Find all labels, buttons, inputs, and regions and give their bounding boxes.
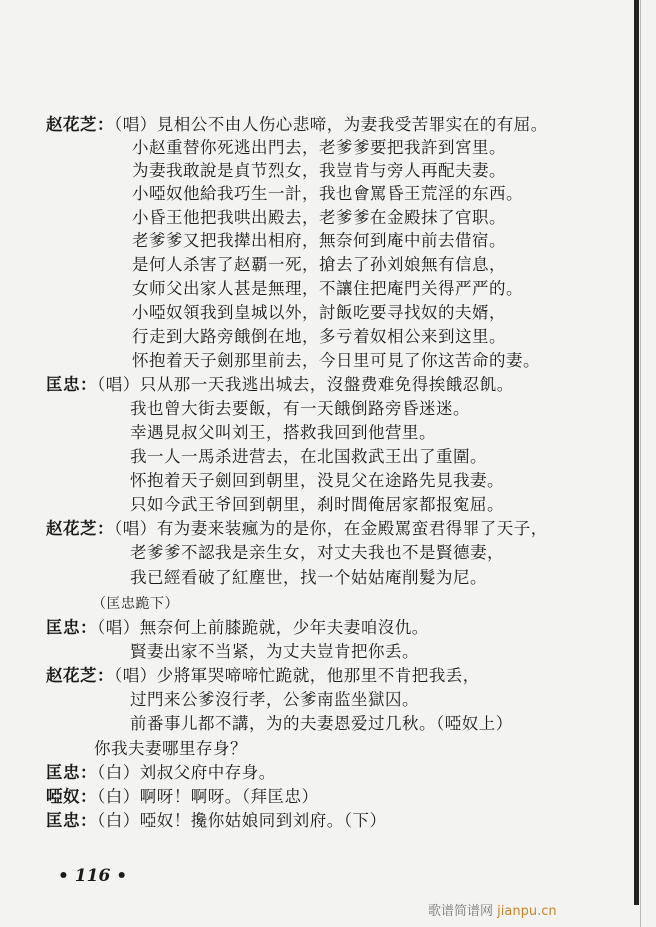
line-text: （唱）只从那一天我逃出城去，沒盤费难免得挨餓忍飢。 (97, 375, 514, 394)
verse-line: 幸遇見叔父叫刘王，搭救我回到他营里。 (130, 423, 436, 442)
speaker: 匡忠： (46, 811, 97, 830)
scan-edge-line (640, 0, 641, 927)
speaker: 赵花芝： (46, 666, 114, 685)
dialogue-line (46, 666, 480, 686)
line-text: （唱）見相公不由人伤心悲啼，为妻我受苦罪实在的有屈。 (114, 115, 548, 134)
page-number: • 116 • (58, 866, 128, 886)
verse-line: 老爹爹不認我是亲生女，对丈夫我也不是賢德妻， (130, 543, 504, 562)
watermark-cn: 歌谱简谱网 (428, 904, 494, 919)
verse-line: 我也曾大街去要飯，有一天餓倒路旁昏迷迷。 (130, 399, 470, 418)
verse-line: 怀抱着天子劍回到朝里，没見父在途路先見我妻。 (130, 471, 504, 490)
dialogue-line (46, 618, 429, 638)
line-text: （白）啞奴！攙你姑娘同到刘府。（下） (97, 811, 387, 830)
verse-line: 怀抱着天子劍那里前去，今日里可見了你这苦命的妻。 (132, 351, 540, 370)
dialogue-line (46, 811, 387, 831)
line-text: （白）刘叔父府中存身。 (97, 763, 276, 782)
line-text: （白）啊呀！啊呀。（拜匡忠） (97, 787, 319, 806)
verse-line: 女师父出家人甚是無理，不讓住把庵門关得严严的。 (132, 279, 523, 298)
watermark-en: jianpu.cn (497, 904, 557, 919)
verse-line: 賢妻出家不当紧，为丈夫豈肯把你丢。 (130, 642, 419, 661)
speaker: 匡忠： (46, 375, 97, 394)
speaker: 赵花芝： (46, 115, 114, 134)
speaker: 匡忠： (46, 618, 97, 637)
line-text: （唱）無奈何上前膝跪就，少年夫妻咱沒仇。 (97, 618, 429, 637)
dialogue-line (46, 763, 276, 783)
verse-line: 我一人一馬杀进营去，在北国救武王出了重圍。 (130, 447, 487, 466)
dialogue-line (46, 787, 319, 807)
scan-edge-bar (634, 0, 639, 905)
verse-line: 过門来公爹沒行孝，公爹南监坐獄囚。 (130, 690, 419, 709)
speaker: 匡忠： (46, 763, 97, 782)
dialogue-line (46, 519, 548, 539)
verse-line: 小啞奴他給我巧生一計，我也會罵昏王荒淫的东西。 (132, 184, 523, 203)
verse-line: 老爹爹又把我撵出相府，無奈何到庵中前去借宿。 (132, 231, 506, 250)
speaker: 赵花芝： (46, 519, 114, 538)
dialogue-line (46, 375, 514, 395)
line-text: （唱）少將軍哭啼啼忙跪就，他那里不肯把我丢， (114, 666, 480, 685)
verse-line: 小啞奴領我到皇城以外，討飯吃要寻找奴的夫婿， (132, 303, 506, 322)
stage-direction: （匡忠跪下） (92, 596, 179, 612)
verse-line: 只如今武王爷回到朝里，刹时間俺居家都报寃屈。 (130, 495, 504, 514)
verse-line: 小昏王他把我哄出殿去，老爹爹在金殿抹了官职。 (132, 208, 506, 227)
dialogue-line (46, 115, 548, 135)
verse-line: 是何人杀害了赵覇一死，搶去了孙刘娘無有信息， (132, 255, 506, 274)
verse-line: 小赵重替你死逃出門去，老爹爹要把我許到宮里。 (132, 138, 506, 157)
verse-line: 行走到大路旁餓倒在地，多亏着奴相公来到这里。 (132, 327, 506, 346)
watermark (428, 900, 557, 919)
verse-line: 我已經看破了紅塵世，找一个姑姑庵削髮为尼。 (130, 568, 487, 587)
verse-line: 你我夫妻哪里存身？ (94, 739, 247, 758)
speaker: 啞奴： (46, 787, 97, 806)
verse-line: 为妻我敢說是貞节烈女，我豈肯与旁人再配夫妻。 (132, 161, 506, 180)
verse-line: 前番事儿都不講，为的夫妻恩爱过几秋。（啞奴上） (130, 714, 513, 733)
line-text: （唱）有为妻来装瘋为的是你，在金殿罵蛮君得罪了天子， (114, 519, 548, 538)
